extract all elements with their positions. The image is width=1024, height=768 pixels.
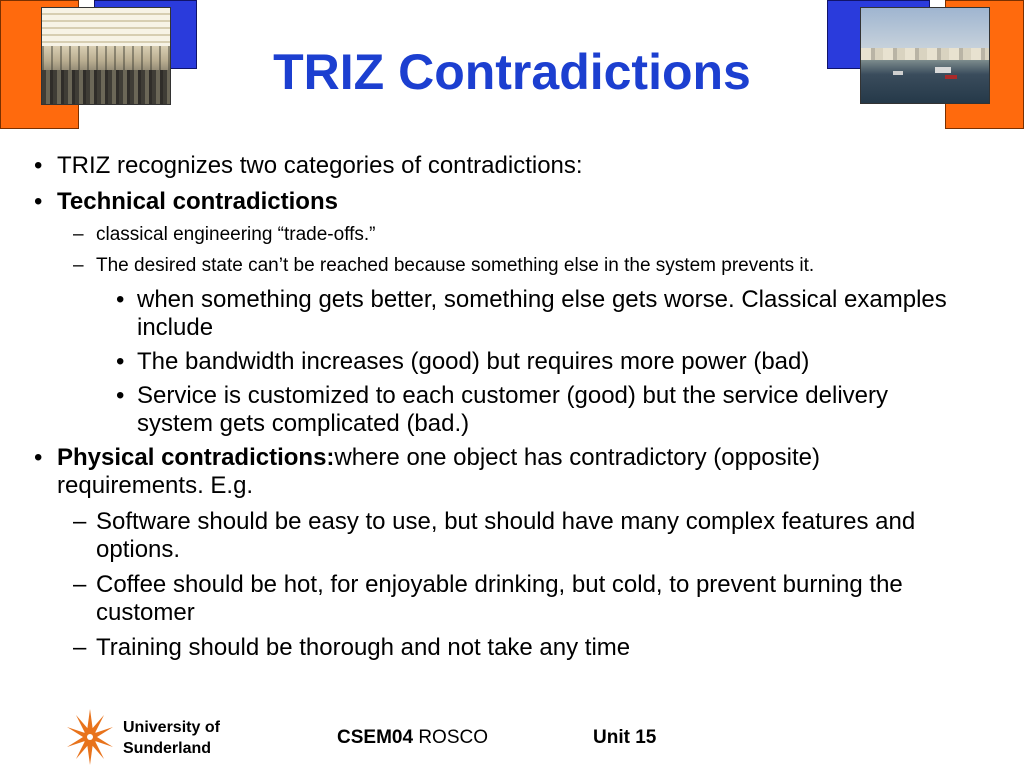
dash-mark: –: [73, 571, 87, 598]
dash-mark: –: [73, 634, 87, 661]
dash-mark: –: [73, 224, 84, 245]
university-name: [123, 717, 220, 759]
slide-body: [30, 152, 950, 669]
dash-text: The desired state can’t be reached because something else in the system prevents it.: [96, 255, 815, 276]
dash-text: Training should be thorough and not take any time: [96, 634, 631, 661]
sub-bullet-item: [30, 382, 950, 438]
sub-bullet-text: The bandwidth increases (good) but requires more power (bad): [137, 348, 810, 375]
unit-label: Unit 15: [593, 727, 657, 748]
bullet-text: TRIZ recognizes two categories of contradictions:: [57, 152, 583, 179]
sub-bullet-text: when something gets better, something else gets worse. Classical examples include: [137, 286, 947, 341]
university-name-line1: University of: [123, 719, 220, 736]
university-name-line2: Sunderland: [123, 740, 212, 757]
bullet-text: Technical contradictions: [57, 188, 338, 215]
dash-mark: –: [73, 508, 87, 535]
university-logo-icon: [66, 707, 114, 767]
dash-mark: –: [73, 255, 84, 276]
bullet-mark: •: [116, 348, 125, 375]
bullet-mark: •: [34, 188, 43, 215]
bullet-item: [30, 188, 950, 216]
sub-bullet-text: Service is customized to each customer (good) but the service delivery system gets complicated (bad.): [137, 382, 888, 437]
dash-item: [30, 508, 950, 564]
bullet-text: where one object has contradictory (opposite) requirements. E.g.: [57, 444, 821, 499]
slide-title: TRIZ Contradictions: [273, 44, 751, 100]
bullet-mark: •: [34, 152, 43, 179]
bullet-lead: Physical contradictions:: [57, 444, 335, 471]
dash-text: Coffee should be hot, for enjoyable drinking, but cold, to prevent burning the customer: [96, 571, 903, 626]
course-name: ROSCO: [418, 727, 488, 748]
dash-text: Software should be easy to use, but should have many complex features and options.: [96, 508, 916, 563]
dash-item: [30, 571, 950, 627]
bullet-mark: •: [116, 382, 125, 409]
course-code: CSEM04: [337, 727, 414, 748]
course-label: [337, 727, 488, 749]
sub-bullet-item: [30, 348, 950, 376]
dash-item: [30, 224, 950, 246]
bullet-item: [30, 152, 950, 180]
dash-text: classical engineering “trade-offs.”: [96, 224, 376, 245]
bullet-mark: •: [34, 444, 43, 471]
bullet-item: [30, 444, 950, 500]
bullet-mark: •: [116, 286, 125, 313]
dash-item: [30, 634, 950, 662]
sub-bullet-item: [30, 286, 950, 342]
dash-item: [30, 255, 950, 277]
